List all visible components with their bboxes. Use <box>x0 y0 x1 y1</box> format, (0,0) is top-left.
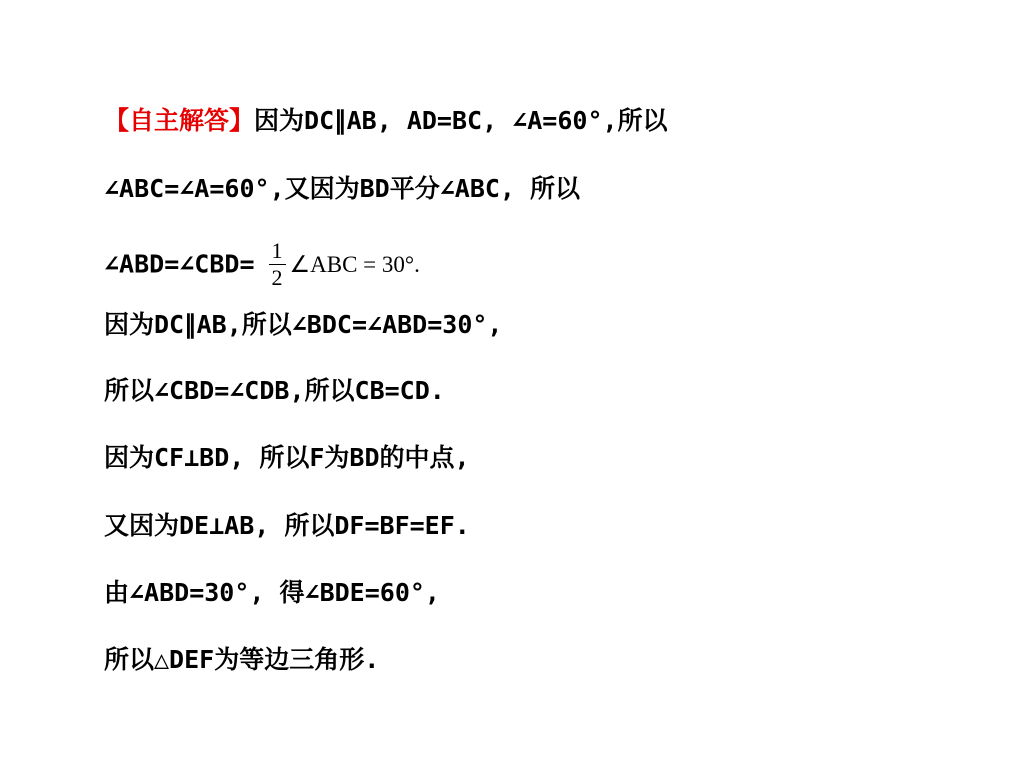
formula <box>269 238 420 291</box>
solution-line-3-text: ∠ABD=∠CBD= <box>104 249 255 279</box>
formula-expression: ∠ABC = 30°. <box>289 251 420 277</box>
fraction-denominator: 2 <box>271 265 283 290</box>
solution-line-7: 又因为DE⊥AB, 所以DF=BF=EF. <box>104 511 470 540</box>
solution-line-1 <box>104 104 668 138</box>
solution-line-1-text: 因为DC∥AB, AD=BC, ∠A=60°,所以 <box>254 106 668 135</box>
solution-line-6: 因为CF⊥BD, 所以F为BD的中点, <box>104 443 470 472</box>
solution-line-8: 由∠ABD=30°, 得∠BDE=60°, <box>104 578 440 607</box>
solution-line-5: 所以∠CBD=∠CDB,所以CB=CD. <box>104 376 445 405</box>
solution-line-9: 所以△DEF为等边三角形. <box>104 645 380 674</box>
solution-tag: 【自主解答】 <box>104 106 255 135</box>
solution-line-2: ∠ABC=∠A=60°,又因为BD平分∠ABC, 所以 <box>104 174 581 203</box>
solution-line-4: 因为DC∥AB,所以∠BDC=∠ABD=30°, <box>104 310 503 339</box>
fraction-numerator: 1 <box>269 238 286 265</box>
solution-line-3 <box>104 238 420 291</box>
fraction <box>269 238 286 291</box>
